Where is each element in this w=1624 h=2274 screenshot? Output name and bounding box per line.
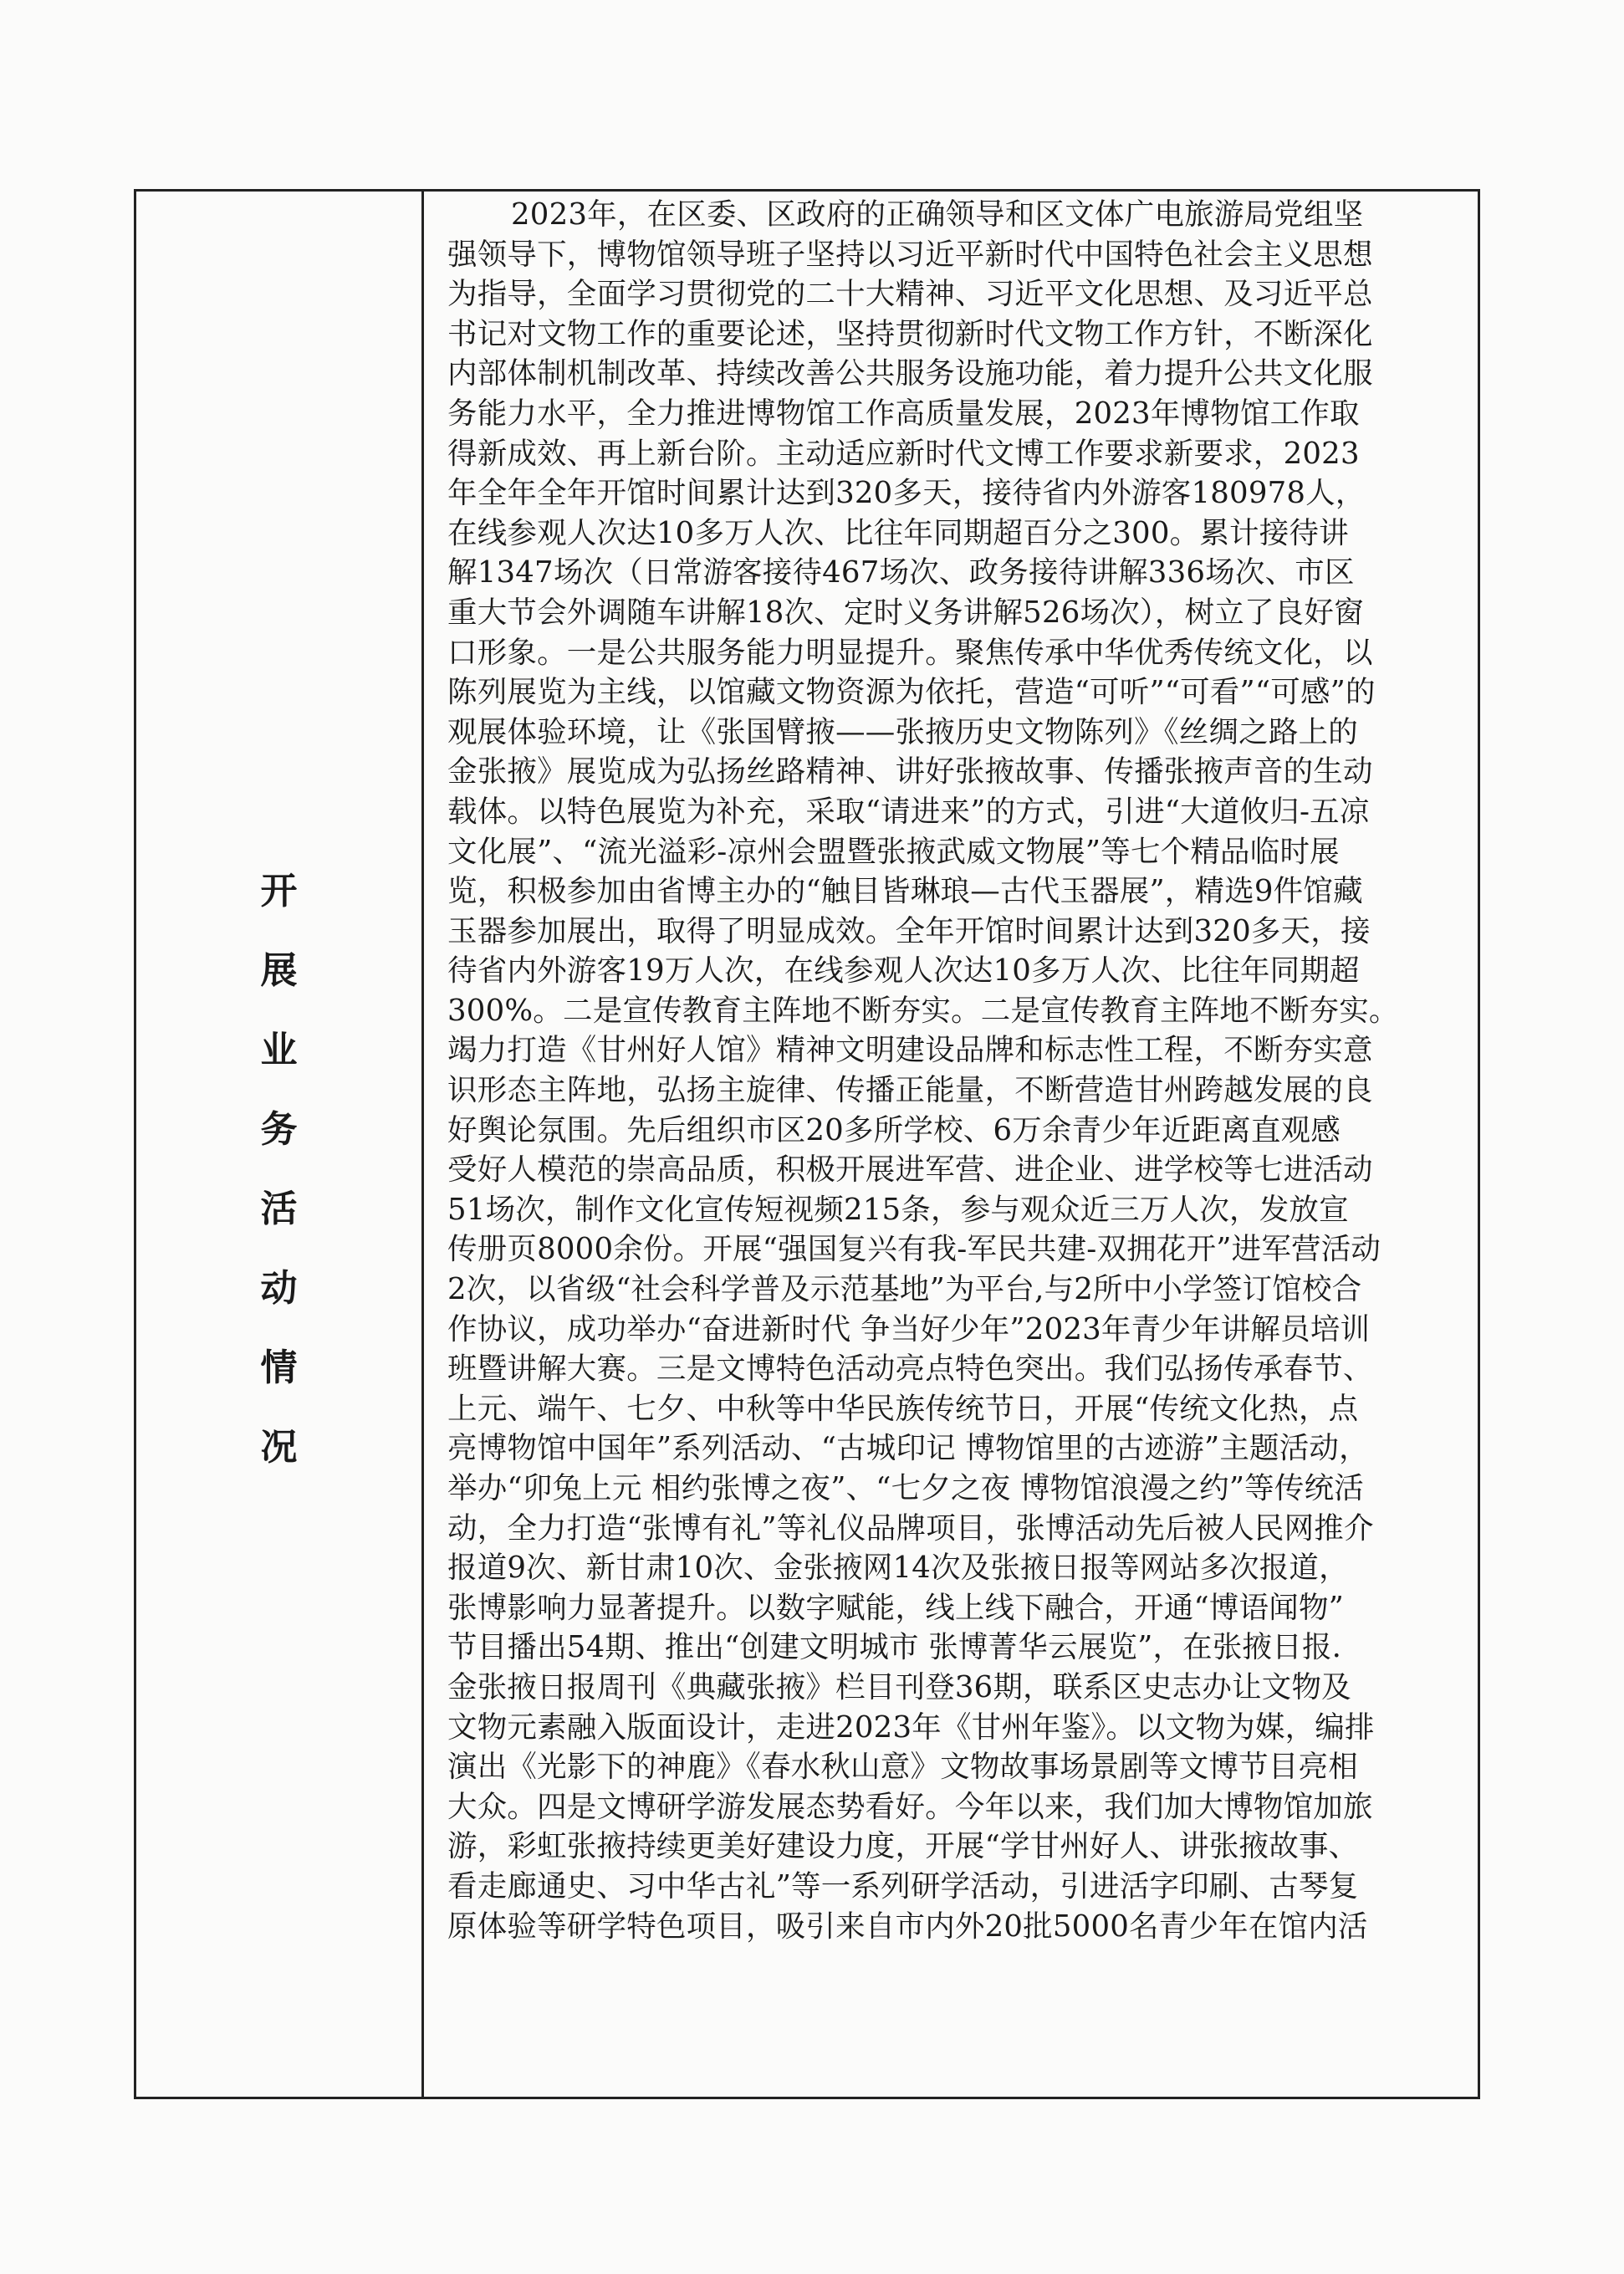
body-text-line: 300%。二是宣传教育主阵地不断夯实。二是宣传教育主阵地不断夯实。 bbox=[447, 993, 1399, 1028]
body-text-line: 载体。以特色展览为补充，采取“请进来”的方式，引进“大道攸归-五凉 bbox=[447, 794, 1370, 829]
body-text-line: 报道9次、新甘肃10次、金张掖网14次及张掖日报等网站多次报道， bbox=[447, 1551, 1349, 1586]
body-text-line: 游，彩虹张掖持续更美好建设力度，开展“学甘州好人、讲张掖故事、 bbox=[447, 1829, 1359, 1864]
body-text-line: 演出《光影下的神鹿》《春水秋山意》文物故事场景剧等文博节目亮相 bbox=[447, 1750, 1358, 1785]
section-label-char: 务 bbox=[260, 1108, 298, 1151]
body-text-line: 亮博物馆中国年”系列活动、“古城印记 博物馆里的古迹游”主题活动， bbox=[447, 1431, 1369, 1466]
body-text-line: 节目播出54期、推出“创建文明城市 张博菁华云展览”，在张掖日报. bbox=[447, 1630, 1342, 1665]
body-text-line: 年全年全年开馆时间累计达到320多天，接待省内外游客180978人， bbox=[447, 476, 1366, 511]
section-label-cell bbox=[136, 192, 424, 2097]
body-text-line: 2次，以省级“社会科学普及示范基地”为平台,与2所中小学签订馆校合 bbox=[447, 1272, 1362, 1307]
body-text-line: 上元、端午、七夕、中秋等中华民族传统节日，开展“传统文化热，点 bbox=[447, 1391, 1359, 1426]
section-label bbox=[261, 851, 298, 1487]
body-text-line: 玉器参加展出，取得了明显成效。全年开馆时间累计达到320多天，接 bbox=[447, 913, 1371, 948]
body-text-line: 金张掖日报周刊《典藏张掖》栏目刊登36期，联系区史志办让文物及 bbox=[447, 1669, 1351, 1704]
body-text-line: 观展体验环境，让《张国臂掖——张掖历史文物陈列》《丝绸之路上的 bbox=[447, 714, 1358, 749]
body-text-line: 大众。四是文博研学游发展态势看好。今年以来，我们加大博物馆加旅 bbox=[447, 1789, 1373, 1824]
body-text-line: 为指导，全面学习贯彻党的二十大精神、习近平文化思想、及习近平总 bbox=[447, 277, 1373, 312]
body-text-line: 重大节会外调随车讲解18次、定时义务讲解526场次），树立了良好窗 bbox=[447, 595, 1364, 630]
body-text-line: 举办“卯兔上元 相约张博之夜”、“七夕之夜 博物馆浪漫之约”等传统活 bbox=[447, 1471, 1364, 1505]
section-label-char: 动 bbox=[260, 1267, 298, 1310]
body-text-line: 传册页8000余份。开展“强国复兴有我-军民共建-双拥花开”进军营活动 bbox=[447, 1232, 1381, 1267]
body-text-line: 金张掖》展览成为弘扬丝路精神、讲好张掖故事、传播张掖声音的生动 bbox=[447, 754, 1373, 790]
body-text-line: 内部体制机制改革、持续改善公共服务设施功能，着力提升公共文化服 bbox=[447, 356, 1373, 391]
body-text-line: 受好人模范的崇高品质，积极开展进军营、进企业、进学校等七进活动 bbox=[447, 1152, 1373, 1188]
body-text-line: 看走廊通史、习中华古礼”等一系列研学活动，引进活字印刷、古琴复 bbox=[447, 1868, 1359, 1904]
section-label-char: 业 bbox=[260, 1029, 298, 1071]
body-text-line: 识形态主阵地，弘扬主旋律、传播正能量，不断营造甘州跨越发展的良 bbox=[447, 1073, 1373, 1108]
body-text-line: 在线参观人次达10多万人次、比往年同期超百分之300。累计接待讲 bbox=[447, 515, 1349, 550]
body-text-line: 文化展”、“流光溢彩-凉州会盟暨张掖武威文物展”等七个精品临时展 bbox=[447, 834, 1340, 869]
section-label-char: 展 bbox=[260, 949, 298, 992]
body-text-line: 好舆论氛围。先后组织市区20多所学校、6万余青少年近距离直观感 bbox=[447, 1112, 1341, 1147]
body-text-line: 动，全力打造“张博有礼”等礼仪品牌项目，张博活动先后被人民网推介 bbox=[447, 1510, 1374, 1546]
body-text-line: 口形象。一是公共服务能力明显提升。聚焦传承中华优秀传统文化，以 bbox=[447, 635, 1373, 670]
body-text-line: 务能力水平，全力推进博物馆工作高质量发展，2023年博物馆工作取 bbox=[447, 396, 1360, 431]
body-text-line: 作协议，成功举办“奋进新时代 争当好少年”2023年青少年讲解员培训 bbox=[447, 1311, 1371, 1347]
body-text-line: 书记对文物工作的重要论述，坚持贯彻新时代文物工作方针，不断深化 bbox=[447, 316, 1373, 351]
body-text-line: 陈列展览为主线，以馆藏文物资源为依托，营造“可听”“可看”“可感”的 bbox=[447, 675, 1376, 710]
section-label-char: 况 bbox=[260, 1426, 298, 1469]
section-label-char: 活 bbox=[260, 1188, 298, 1230]
body-text-line: 原体验等研学特色项目，吸引来自市内外20批5000名青少年在馆内活 bbox=[447, 1909, 1368, 1944]
body-text-line: 51场次，制作文化宣传短视频215条，参与观众近三万人次，发放宣 bbox=[447, 1192, 1349, 1227]
section-label-char: 情 bbox=[260, 1347, 298, 1389]
body-text-line: 竭力打造《甘州好人馆》精神文明建设品牌和标志性工程，不断夯实意 bbox=[447, 1033, 1373, 1068]
body-text-line: 解1347场次（日常游客接待467场次、政务接待讲解336场次、市区 bbox=[447, 555, 1355, 590]
body-text-line: 待省内外游客19万人次，在线参观人次达10多万人次、比往年同期超 bbox=[447, 953, 1360, 989]
body-text-line: 得新成效、再上新台阶。主动适应新时代文博工作要求新要求，2023 bbox=[447, 436, 1360, 471]
report-table bbox=[134, 189, 1480, 2099]
body-text-line: 张博影响力显著提升。以数字赋能，线上线下融合，开通“博语闻物” bbox=[447, 1590, 1344, 1625]
body-text-line: 览，积极参加由省博主办的“触目皆琳琅—古代玉器展”，精选9件馆藏 bbox=[447, 874, 1363, 909]
body-text-line: 强领导下，博物馆领导班子坚持以习近平新时代中国特色社会主义思想 bbox=[447, 237, 1373, 272]
section-label-char: 开 bbox=[260, 870, 298, 912]
section-content-cell bbox=[424, 192, 1478, 2097]
body-text-line: 文物元素融入版面设计，走进2023年《甘州年鉴》。以文物为媒，编排 bbox=[447, 1709, 1375, 1745]
body-text-line: 班暨讲解大赛。三是文博特色活动亮点特色突出。我们弘扬传承春节、 bbox=[447, 1352, 1373, 1387]
body-text-line: 2023年，在区委、区政府的正确领导和区文体广电旅游局党组坚 bbox=[511, 197, 1364, 232]
